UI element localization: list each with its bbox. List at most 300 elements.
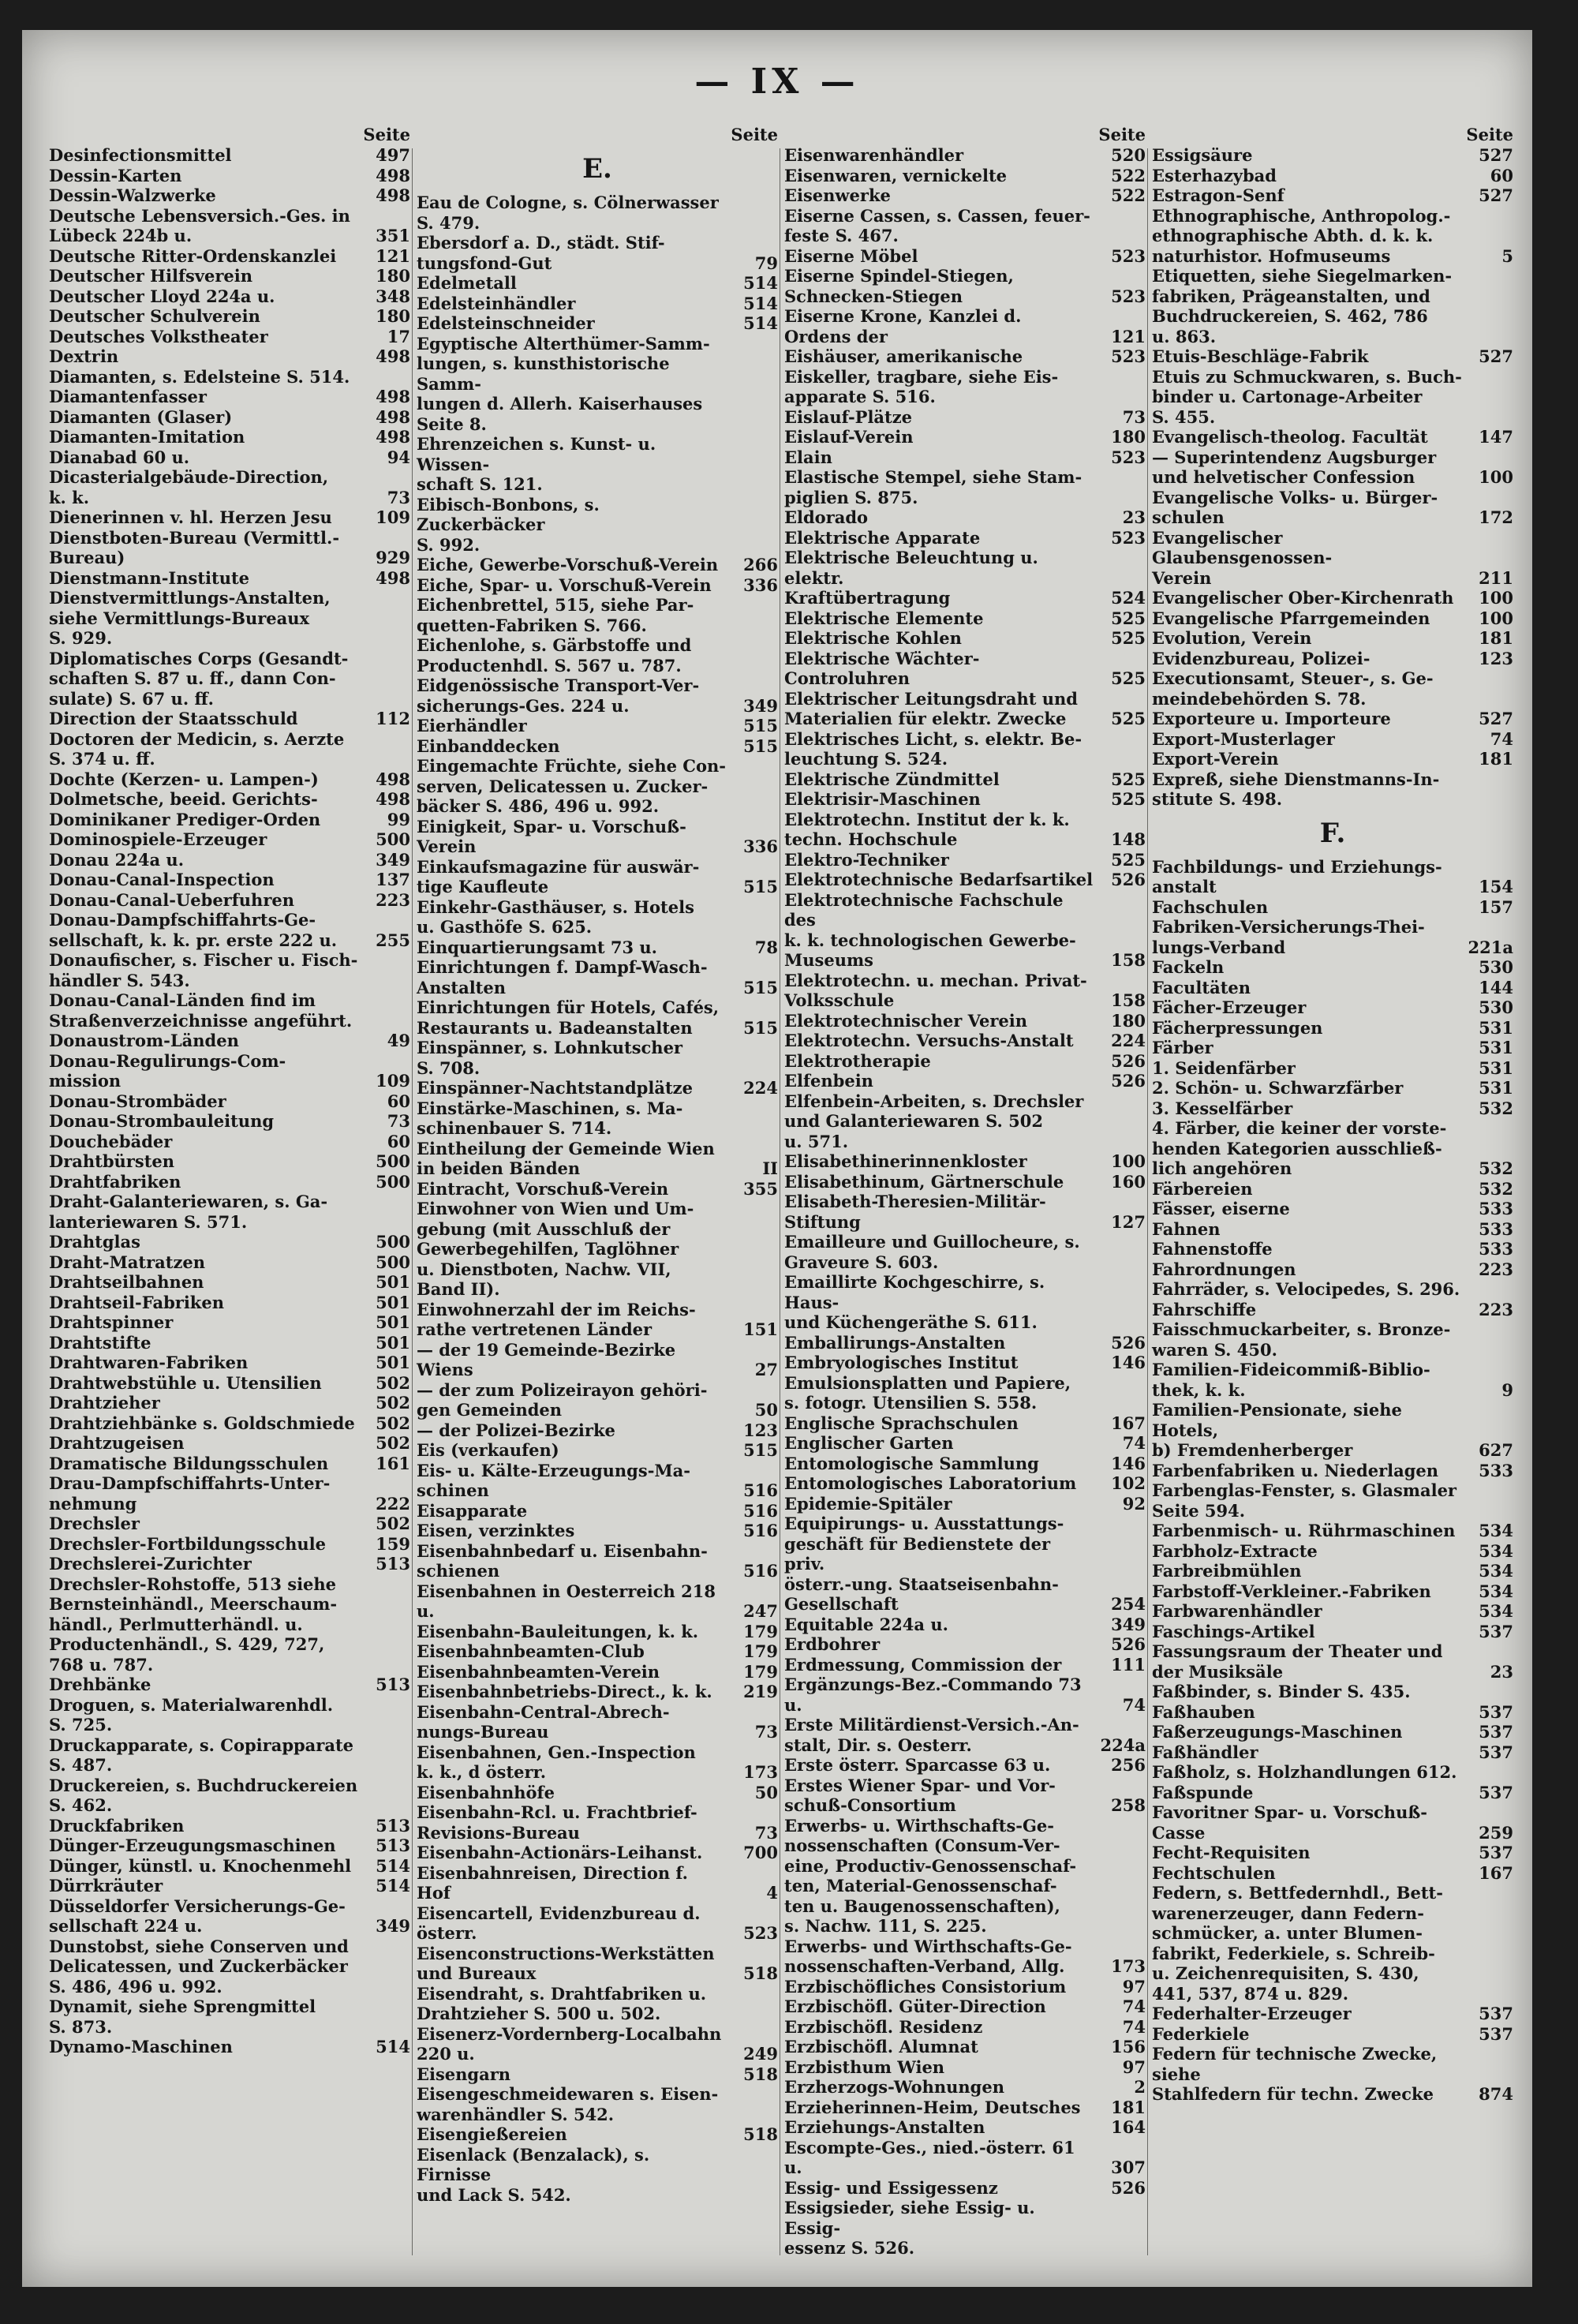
entry-text: Elektrotechnischer Verein: [784, 1010, 1028, 1031]
entry-text: Eau de Cologne, s. Cölnerwasser S. 479.: [417, 193, 719, 233]
entry-page: 534: [1479, 1521, 1513, 1540]
entry-text: Embryologisches Institut: [784, 1353, 1019, 1372]
index-entry: [784, 1051, 1146, 1072]
entry-text: Drahtziehbänke s. Goldschmiede: [49, 1413, 355, 1433]
entry-text: Donau-Strombauleitung: [49, 1111, 275, 1131]
entry-text: Einbanddecken: [417, 735, 560, 756]
entry-text: Diamanten, s. Edelsteine S. 514.: [49, 366, 350, 387]
index-entry: [49, 649, 410, 709]
entry-text: Einstärke-Maschinen, s. Ma- schinenbauer S. 714.: [417, 1098, 683, 1138]
entry-page: 498: [376, 789, 410, 809]
entry-page: 157: [1479, 896, 1513, 917]
entry-text: Eiskeller, tragbare, siehe Eis- apparate S. 516.: [784, 366, 1059, 406]
entry-text: Erzbischöfl. Alumnat: [784, 2037, 978, 2056]
index-entry: [417, 897, 778, 937]
entry-text: Elektrisir-Maschinen: [784, 789, 981, 809]
entry-page: 78: [754, 937, 778, 957]
index-entry: [1152, 1219, 1513, 1240]
entry-text: Dramatische Bildungsschulen: [49, 1453, 329, 1473]
entry-text: Doctoren der Medicin, s. Aerzte S. 374 u. ff.: [49, 728, 345, 769]
index-entry: [417, 1139, 778, 1179]
index-entry: [49, 1272, 410, 1293]
entry-text: Donau-Canal-Inspection: [49, 870, 275, 889]
entry-text: Ergänzungs-Bez.-Commando 73 u.: [784, 1675, 1082, 1715]
entry-page: 173: [743, 1762, 778, 1782]
entry-page: 498: [376, 387, 410, 406]
index-entry: [1152, 709, 1513, 729]
entry-text: Eisenbahnreisen, Direction f. Hof: [417, 1862, 688, 1903]
index-entry: [784, 185, 1146, 206]
index-entry: [1152, 1762, 1513, 1783]
entry-page: 500: [376, 1171, 410, 1192]
entry-page: 525: [1111, 769, 1146, 789]
entry-page: 514: [743, 273, 778, 293]
index-entry: [1152, 749, 1513, 769]
index-entry: [1152, 1541, 1513, 1562]
entry-text: Druckapparate, s. Copirapparate S. 487.: [49, 1735, 354, 1775]
entry-page: 537: [1479, 1621, 1513, 1641]
index-entry: [417, 1098, 778, 1139]
index-entry: [417, 736, 778, 757]
index-entry: [49, 1574, 410, 1675]
entry-page: 73: [387, 487, 410, 507]
entry-page: 500: [376, 1232, 410, 1252]
index-entry: [417, 817, 778, 857]
index-entry: [1152, 1078, 1513, 1098]
entry-page: 49: [387, 1031, 410, 1050]
entry-text: Escompte-Ges., nied.-österr. 61 u.: [784, 2137, 1075, 2177]
entry-page: 523: [1111, 245, 1146, 266]
index-entry: [49, 467, 410, 507]
entry-text: Dolmetsche, beeid. Gerichts-: [49, 789, 318, 809]
index-entry: [784, 528, 1146, 548]
index-entry: [49, 588, 410, 649]
index-entry: [49, 890, 410, 911]
index-entry: [49, 1252, 410, 1273]
index-entry: [417, 1622, 778, 1642]
entry-text: Eiserne Cassen, s. Cassen, feuer- feste S. 467.: [784, 205, 1090, 245]
index-entry: [49, 1876, 410, 1896]
index-entry: [784, 2017, 1146, 2038]
index-entry: [784, 1433, 1146, 1454]
entry-page: 94: [387, 447, 410, 467]
entry-page: 533: [1479, 1239, 1513, 1259]
entry-page: 500: [376, 829, 410, 849]
entry-page: 336: [743, 836, 778, 856]
index-entry: [1152, 1360, 1513, 1400]
entry-text: Druckfabriken: [49, 1815, 185, 1836]
entry-page: 534: [1479, 1601, 1513, 1621]
entry-text: Farbenglas-Fenster, s. Glasmaler Seite 594.: [1152, 1480, 1456, 1521]
entry-page: 349: [376, 849, 410, 870]
index-entry: [1152, 649, 1513, 669]
index-entry: [784, 2138, 1146, 2178]
entry-text: Fahrordnungen: [1152, 1259, 1296, 1279]
entry-page: 527: [1479, 185, 1513, 205]
seite-header: Seite: [731, 125, 778, 144]
index-entry: [49, 1091, 410, 1112]
document-page: [22, 30, 1532, 2287]
index-entry: [784, 1172, 1146, 1192]
index-entry: [49, 870, 410, 890]
entry-page: 74: [1490, 728, 1513, 749]
entry-text: Fechtschulen: [1152, 1862, 1276, 1883]
entry-page: 498: [376, 567, 410, 588]
entry-text: Evangelischer Glaubensgenossen- Verein: [1152, 527, 1333, 588]
entry-text: Einrichtungen für Hotels, Cafés, Restaurants u. Badeanstalten: [417, 997, 720, 1038]
index-entry: [417, 1863, 778, 1903]
entry-page: 497: [376, 145, 410, 165]
entry-text: Erwerbs- u. Wirthschafts-Ge- nossenschaften (Consum-Ver- eine, Productiv-Genossenschaf- ten, Material-Genossenschaf- ten u. Baugenossenschaften), s. Nachw. 111, S. 225.: [784, 1815, 1077, 1936]
entry-page: 501: [376, 1292, 410, 1312]
entry-text: Familien-Pensionate, siehe Hotels, b) Fremdenherberger: [1152, 1400, 1402, 1460]
entry-text: Drahtfabriken: [49, 1171, 181, 1192]
entry-page: 531: [1479, 1017, 1513, 1038]
entry-text: Drehbänke: [49, 1675, 151, 1694]
entry-text: Diamanten-Imitation: [49, 427, 245, 447]
index-entry: [49, 1192, 410, 1232]
entry-page: 74: [1122, 1433, 1146, 1453]
entry-page: 307: [1111, 2157, 1146, 2177]
entry-page: 349: [1111, 1614, 1146, 1634]
entry-text: Dextrin: [49, 346, 119, 366]
index-entry: [417, 1984, 778, 2024]
entry-page: 537: [1479, 1722, 1513, 1742]
entry-text: Ethnographische, Anthropolog.- ethnographische Abth. d. k. k. naturhistor. Hofmuseums: [1152, 205, 1451, 266]
entry-text: Elisabethinum, Gärtnerschule: [784, 1171, 1064, 1192]
entry-page: 929: [376, 548, 410, 567]
index-entry: [417, 1340, 778, 1380]
index-entry: [417, 635, 778, 675]
entry-text: Faßhändler: [1152, 1742, 1258, 1762]
index-entry: [1152, 1199, 1513, 1219]
entry-text: Eisendraht, s. Drahtfabriken u. Drahtzieher S. 500 u. 502.: [417, 1983, 707, 2023]
column-divider: [412, 148, 413, 2255]
section-letter: E.: [582, 153, 612, 185]
entry-page: 164: [1111, 2117, 1146, 2137]
entry-text: Erste österr. Sparcasse 63 u.: [784, 1755, 1051, 1775]
entry-text: Eis (verkaufen): [417, 1440, 559, 1460]
entry-text: Edelmetall: [417, 273, 517, 293]
index-entry: [1152, 1179, 1513, 1199]
index-entry: [1152, 1480, 1513, 1521]
entry-page: 513: [376, 1554, 410, 1574]
entry-page: 526: [1111, 1332, 1146, 1353]
entry-text: Eldorado: [784, 507, 869, 527]
index-entry: [49, 1312, 410, 1333]
entry-page: 500: [376, 1252, 410, 1272]
entry-text: Elisabeth-Theresien-Militär- Stiftung: [784, 1192, 1046, 1232]
section-letter: F.: [1319, 817, 1346, 849]
entry-text: Deutscher Hilfsverein: [49, 266, 253, 286]
entry-text: Deutscher Schulverein: [49, 306, 260, 326]
entry-text: Eisengießereien: [417, 2124, 567, 2144]
entry-text: Dunstobst, siehe Conserven und Delicatessen, und Zuckerbäcker S. 486, 496 u. 992.: [49, 1936, 349, 1997]
entry-text: 3. Kesselfärber: [1152, 1098, 1293, 1118]
index-entry: [784, 1615, 1146, 1635]
entry-text: Donaustrom-Länden: [49, 1031, 239, 1050]
index-entry: [1152, 917, 1513, 957]
entry-page: 224a: [1100, 1735, 1146, 1755]
index-entry: [49, 246, 410, 267]
entry-text: Drahtspinner: [49, 1312, 174, 1332]
entry-page: 99: [387, 809, 410, 829]
entry-text: Eisenbahn-Rcl. u. Frachtbrief- Revisions-Bureau: [417, 1802, 697, 1843]
index-entry: [784, 1634, 1146, 1655]
index-entry: [417, 1702, 778, 1742]
entry-page: 158: [1111, 990, 1146, 1010]
entry-text: Einwohnerzahl der im Reichs- rathe vertretenen Länder: [417, 1299, 696, 1339]
entry-text: Emailleure und Guillocheure, s. Graveure S. 603.: [784, 1232, 1080, 1272]
entry-page: 627: [1479, 1440, 1513, 1460]
index-entry: [49, 1816, 410, 1836]
entry-text: Exporteure u. Importeure: [1152, 709, 1391, 728]
index-entry: [417, 2024, 778, 2064]
entry-page: 534: [1479, 1540, 1513, 1561]
index-entry: [1152, 1319, 1513, 1360]
entry-text: Eisenbahnhöfe: [417, 1782, 555, 1802]
index-entry: [784, 1091, 1146, 1152]
entry-text: Erzbischöfl. Residenz: [784, 2016, 983, 2037]
index-entry: [784, 2037, 1146, 2057]
index-entry: [49, 1454, 410, 1474]
entry-page: 515: [743, 1017, 778, 1038]
index-entry: [784, 1071, 1146, 1091]
index-entry: [49, 568, 410, 589]
entry-page: 525: [1111, 709, 1146, 728]
index-entry: [784, 507, 1146, 528]
entry-page: 526: [1111, 2177, 1146, 2198]
entry-text: Eibisch-Bonbons, s. Zuckerbäcker S. 992.: [417, 494, 600, 555]
entry-page: 97: [1122, 1976, 1146, 1997]
index-entry: [417, 675, 778, 716]
entry-text: Emballirungs-Anstalten: [784, 1332, 1006, 1353]
entry-page: 79: [754, 253, 778, 273]
index-entry: [784, 689, 1146, 729]
entry-text: Einspänner-Nachtstandplätze: [417, 1078, 693, 1098]
entry-page: 223: [1479, 1259, 1513, 1279]
index-entry: [784, 166, 1146, 186]
entry-text: Erstes Wiener Spar- und Vor- schuß-Consortium: [784, 1775, 1056, 1815]
entry-page: 167: [1111, 1413, 1146, 1433]
entry-text: Expreß, siehe Dienstmanns-In- stitute S. 498.: [1152, 769, 1440, 809]
entry-page: 522: [1111, 185, 1146, 205]
entry-text: Dynamit, siehe Sprengmittel S. 873.: [49, 1997, 316, 2037]
entry-text: Dünger-Erzeugungsmaschinen: [49, 1836, 336, 1855]
entry-page: 525: [1111, 608, 1146, 628]
index-entry: [1152, 857, 1513, 897]
index-entry: [49, 166, 410, 186]
index-entry: [49, 1353, 410, 1373]
entry-page: 147: [1479, 427, 1513, 447]
entry-page: 50: [754, 1400, 778, 1420]
entry-page: 520: [1111, 145, 1146, 165]
index-entry: [784, 1715, 1146, 1755]
index-entry: [784, 1333, 1146, 1353]
index-entry: [417, 334, 778, 435]
index-entry: [49, 1695, 410, 1735]
entry-text: Englische Sprachschulen: [784, 1413, 1019, 1433]
entry-text: Dochte (Kerzen- u. Lampen-): [49, 769, 319, 789]
index-entry: [1152, 2024, 1513, 2045]
index-entry: [49, 2037, 410, 2057]
entry-text: Federkiele: [1152, 2023, 1250, 2044]
entry-text: Farbstoff-Verkleiner.-Fabriken: [1152, 1581, 1431, 1601]
seite-header: Seite: [363, 125, 410, 144]
entry-text: Faßspunde: [1152, 1782, 1254, 1802]
entry-page: 502: [376, 1413, 410, 1433]
entry-page: 156: [1111, 2037, 1146, 2056]
entry-text: Elektrische Elemente: [784, 608, 984, 628]
index-entry: [49, 1735, 410, 1776]
entry-text: Fahrräder, s. Velocipedes, S. 296.: [1152, 1279, 1460, 1299]
entry-text: Etuis-Beschläge-Fabrik: [1152, 346, 1369, 366]
entry-page: 224: [1111, 1031, 1146, 1050]
entry-text: Drahtseil-Fabriken: [49, 1292, 224, 1312]
entry-page: 501: [376, 1272, 410, 1292]
index-entry: [1152, 447, 1513, 488]
entry-text: Evangelisch-theolog. Facultät: [1152, 427, 1428, 447]
entry-text: Einwohner von Wien und Um- gebung (mit Ausschluß der Gewerbegehilfen, Taglöhner u. Dienstboten, Nachw. VII, Band II).: [417, 1199, 694, 1299]
entry-page: 513: [376, 1815, 410, 1836]
index-entry: [784, 1655, 1146, 1675]
index-entry: [1152, 1883, 1513, 2004]
index-entry: [49, 185, 410, 206]
index-entry: [1152, 528, 1513, 589]
index-entry: [417, 233, 778, 273]
index-entry: [417, 1300, 778, 1340]
entry-text: Deutscher Lloyd 224a u.: [49, 286, 275, 306]
entry-text: Farbholz-Extracte: [1152, 1540, 1318, 1561]
index-entry: [49, 1151, 410, 1172]
index-entry: [49, 427, 410, 447]
entry-text: Elain: [784, 447, 832, 467]
entry-text: 4. Färber, die keiner der vorste- henden Kategorien ausschließ- lich angehören: [1152, 1118, 1447, 1178]
entry-page: 700: [743, 1843, 778, 1862]
entry-page: 537: [1479, 2023, 1513, 2044]
entry-page: 223: [1479, 1299, 1513, 1319]
entry-text: Druckereien, s. Buchdruckereien S. 462.: [49, 1775, 358, 1815]
entry-page: 525: [1111, 628, 1146, 648]
entry-page: 224: [743, 1078, 778, 1098]
index-entry: [417, 495, 778, 556]
entry-text: Eierhändler: [417, 716, 527, 735]
entry-text: Eisenbahnbedarf u. Eisenbahn- schienen: [417, 1540, 708, 1581]
index-entry: [417, 1641, 778, 1662]
index-entry: [49, 829, 410, 850]
entry-text: Einkaufsmagazine für auswär- tige Kaufleute: [417, 856, 700, 896]
column-divider: [1147, 148, 1148, 2255]
entry-page: 167: [1479, 1862, 1513, 1883]
index-entry: [784, 447, 1146, 468]
index-entry: [784, 729, 1146, 769]
entry-text: Eiserne Spindel-Stiegen, Schnecken-Stiegen: [784, 266, 1014, 306]
entry-page: 523: [1111, 286, 1146, 306]
entry-page: 537: [1479, 1742, 1513, 1762]
entry-page: 526: [1111, 1634, 1146, 1654]
entry-text: Elektrisches Licht, s. elektr. Be- leuchtung S. 524.: [784, 728, 1083, 769]
entry-text: Englischer Garten: [784, 1433, 954, 1453]
entry-text: Federn für technische Zwecke, siehe Stahlfedern für techn. Zwecke: [1152, 2044, 1438, 2104]
index-entry: [417, 937, 778, 958]
entry-text: Dominospiele-Erzeuger: [49, 829, 267, 849]
index-entry: [49, 407, 410, 428]
index-entry: [784, 1776, 1146, 1816]
index-entry: [417, 1078, 778, 1098]
entry-text: Export-Musterlager: [1152, 728, 1335, 749]
entry-text: Equitable 224a u.: [784, 1614, 948, 1634]
entry-page: 73: [754, 1722, 778, 1742]
entry-page: 258: [1111, 1795, 1146, 1815]
entry-page: 533: [1479, 1460, 1513, 1480]
entry-page: 74: [1122, 1694, 1146, 1715]
entry-page: 100: [1479, 588, 1513, 608]
entry-page: 514: [743, 313, 778, 333]
index-entry: [49, 1997, 410, 2037]
entry-text: Evangelische Volks- u. Bürger- schulen: [1152, 487, 1438, 527]
entry-page: 222: [376, 1493, 410, 1514]
index-entry: [417, 756, 778, 817]
entry-page: 121: [376, 245, 410, 266]
column-header-row: [1152, 125, 1513, 145]
entry-page: 23: [1122, 507, 1146, 527]
entry-text: Eisencartell, Evidenzbureau d. österr.: [417, 1903, 701, 1943]
entry-page: 146: [1111, 1353, 1146, 1372]
entry-page: 502: [376, 1514, 410, 1533]
entry-text: Dominikaner Prediger-Orden: [49, 809, 321, 829]
index-entry: [417, 273, 778, 294]
entry-page: 349: [743, 695, 778, 716]
entry-page: 498: [376, 427, 410, 447]
entry-page: 537: [1479, 2004, 1513, 2023]
entry-text: Eisenbahn-Actionärs-Leihanst.: [417, 1843, 703, 1862]
entry-text: Dynamo-Maschinen: [49, 2037, 233, 2056]
index-entry: [417, 1903, 778, 1944]
entry-page: 180: [1111, 427, 1146, 447]
seite-header: Seite: [1466, 125, 1513, 144]
index-entry: [1152, 978, 1513, 998]
entry-text: Drahtglas: [49, 1232, 140, 1252]
index-entry: [1152, 1863, 1513, 1884]
entry-text: Eisenwerke: [784, 185, 891, 205]
index-entry: [784, 427, 1146, 447]
index-entry: [49, 1051, 410, 1091]
entry-page: 349: [376, 1916, 410, 1936]
entry-page: 123: [1479, 648, 1513, 668]
page-number: — IX —: [694, 62, 860, 102]
entry-text: Elisabethinerinnenkloster: [784, 1151, 1027, 1171]
index-entry: [1152, 1098, 1513, 1119]
index-entry: [1152, 367, 1513, 428]
index-entry: [417, 1179, 778, 1199]
entry-text: Eisengarn: [417, 2064, 511, 2084]
entry-text: Diamantenfasser: [49, 387, 207, 406]
entry-page: 27: [754, 1360, 778, 1379]
entry-text: Farbenmisch- u. Rührmaschinen: [1152, 1521, 1456, 1540]
entry-page: 514: [376, 1855, 410, 1876]
entry-text: Elektrische Beleuchtung u. elektr. Kraftübertragung: [784, 548, 1038, 608]
entry-text: Edelsteinhändler: [417, 293, 576, 313]
entry-text: Elfenbein-Arbeiten, s. Drechsler und Galanteriewaren S. 502 u. 571.: [784, 1091, 1084, 1151]
index-entry: [1152, 1601, 1513, 1622]
entry-page: 531: [1479, 1038, 1513, 1057]
index-entry: [784, 789, 1146, 810]
entry-text: Erzbischöfl. Güter-Direction: [784, 1997, 1046, 2016]
entry-text: Diplomatisches Corps (Gesandt- schaften S. 87 u. ff., dann Con- sulate) S. 67 u. ff.: [49, 648, 349, 709]
entry-page: 112: [376, 709, 410, 728]
entry-text: Eichenlohe, s. Gärbstoffe und Productenhdl. S. 567 u. 787.: [417, 635, 692, 675]
index-entry: [49, 447, 410, 468]
